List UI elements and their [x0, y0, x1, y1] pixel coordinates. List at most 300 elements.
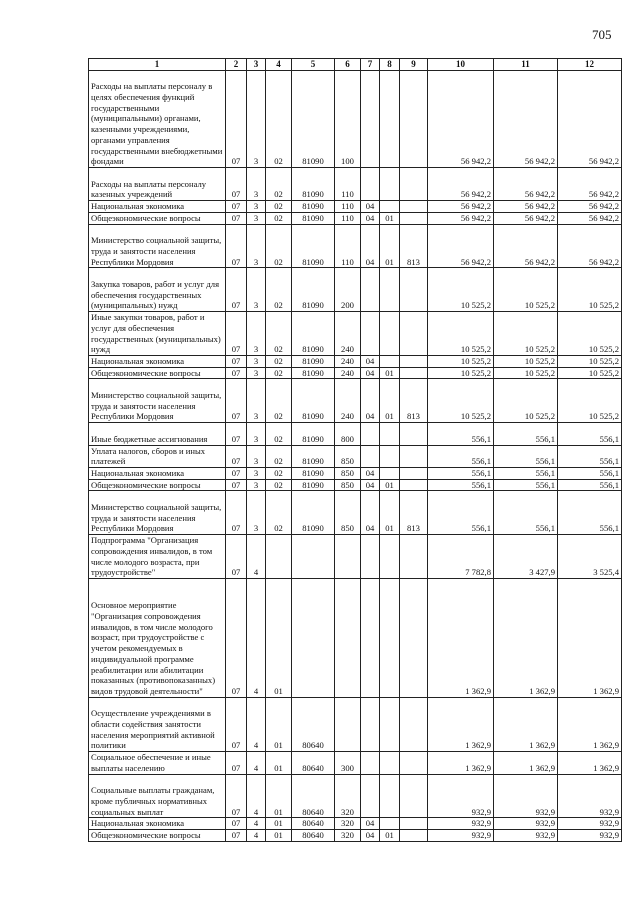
amount-col12-cell: 3 525,4: [558, 535, 622, 579]
row-name-cell: Социальные выплаты гражданам, кроме публичных нормативных социальных выплат: [89, 774, 226, 818]
program-code-cell: 4: [247, 818, 266, 830]
page-number: 705: [592, 27, 612, 42]
division-cell: 04: [361, 379, 380, 423]
column-header: 10: [428, 59, 494, 71]
division-cell: [361, 578, 380, 697]
amount-col12-cell: 10 525,2: [558, 268, 622, 312]
division-cell: [361, 168, 380, 201]
section-code-cell: 07: [226, 479, 247, 491]
section-code-cell: 07: [226, 491, 247, 535]
table-row: [89, 752, 622, 774]
amount-col10-cell: 932,9: [428, 830, 494, 842]
ministry-code-cell: [400, 467, 428, 479]
ministry-code-cell: [400, 367, 428, 379]
table-row: [89, 423, 622, 445]
section-code-cell: 07: [226, 268, 247, 312]
amount-col11-cell: 10 525,2: [494, 268, 558, 312]
row-name-cell: Иные бюджетные ассигнования: [89, 423, 226, 445]
subprogram-code-cell: 02: [266, 268, 292, 312]
section-code-cell: 07: [226, 224, 247, 268]
subdivision-cell: [380, 168, 400, 201]
subdivision-cell: [380, 312, 400, 356]
amount-col10-cell: 10 525,2: [428, 379, 494, 423]
ministry-code-cell: [400, 578, 428, 697]
amount-col10-cell: 7 782,8: [428, 535, 494, 579]
program-code-cell: 3: [247, 212, 266, 224]
amount-col12-cell: 1 362,9: [558, 578, 622, 697]
amount-col11-cell: 10 525,2: [494, 379, 558, 423]
amount-col10-cell: 10 525,2: [428, 268, 494, 312]
row-name-cell: Национальная экономика: [89, 467, 226, 479]
table-row: [89, 168, 622, 201]
program-code-cell: 3: [247, 467, 266, 479]
section-code-cell: 07: [226, 168, 247, 201]
target-code-cell: [292, 578, 335, 697]
amount-col11-cell: 1 362,9: [494, 578, 558, 697]
row-name-cell: Общеэкономические вопросы: [89, 479, 226, 491]
row-name-cell: Министерство социальной защиты, труда и занятости населения Республики Мордовия: [89, 491, 226, 535]
program-code-cell: 4: [247, 774, 266, 818]
amount-col11-cell: 932,9: [494, 830, 558, 842]
division-cell: 04: [361, 367, 380, 379]
row-name-cell: Иные закупки товаров, работ и услуг для обеспечения государственных (муниципальных) нужд: [89, 312, 226, 356]
target-code-cell: 81090: [292, 268, 335, 312]
column-header: 6: [335, 59, 361, 71]
amount-col11-cell: 10 525,2: [494, 355, 558, 367]
expense-type-cell: 300: [335, 752, 361, 774]
amount-col12-cell: 56 942,2: [558, 212, 622, 224]
expense-type-cell: 850: [335, 467, 361, 479]
amount-col11-cell: 56 942,2: [494, 168, 558, 201]
expense-type-cell: 320: [335, 774, 361, 818]
table-row: [89, 224, 622, 268]
division-cell: [361, 774, 380, 818]
table-row: [89, 445, 622, 467]
column-header: 1: [89, 59, 226, 71]
target-code-cell: 81090: [292, 423, 335, 445]
target-code-cell: 81090: [292, 379, 335, 423]
subdivision-cell: 01: [380, 830, 400, 842]
section-code-cell: 07: [226, 445, 247, 467]
section-code-cell: 07: [226, 697, 247, 752]
table-row: [89, 367, 622, 379]
table-row: [89, 479, 622, 491]
table-row: [89, 201, 622, 213]
subprogram-code-cell: 01: [266, 697, 292, 752]
expense-type-cell: 110: [335, 201, 361, 213]
subdivision-cell: [380, 423, 400, 445]
expense-type-cell: 110: [335, 224, 361, 268]
amount-col12-cell: 56 942,2: [558, 224, 622, 268]
target-code-cell: 81090: [292, 355, 335, 367]
amount-col10-cell: 556,1: [428, 491, 494, 535]
amount-col12-cell: 556,1: [558, 467, 622, 479]
amount-col10-cell: 1 362,9: [428, 752, 494, 774]
table-row: [89, 70, 622, 167]
section-code-cell: 07: [226, 578, 247, 697]
subdivision-cell: [380, 774, 400, 818]
division-cell: 04: [361, 479, 380, 491]
expense-type-cell: 320: [335, 830, 361, 842]
ministry-code-cell: [400, 697, 428, 752]
row-name-cell: Осуществление учреждениями в области содействия занятости населения мероприятий активной политики: [89, 697, 226, 752]
subdivision-cell: [380, 752, 400, 774]
expense-type-cell: 240: [335, 355, 361, 367]
section-code-cell: 07: [226, 355, 247, 367]
amount-col11-cell: 56 942,2: [494, 201, 558, 213]
expense-type-cell: 800: [335, 423, 361, 445]
expense-type-cell: 110: [335, 212, 361, 224]
expense-type-cell: 240: [335, 379, 361, 423]
table-row: [89, 312, 622, 356]
amount-col12-cell: 932,9: [558, 774, 622, 818]
program-code-cell: 3: [247, 312, 266, 356]
target-code-cell: 81090: [292, 467, 335, 479]
section-code-cell: 07: [226, 423, 247, 445]
target-code-cell: [292, 535, 335, 579]
division-cell: 04: [361, 818, 380, 830]
amount-col10-cell: 10 525,2: [428, 367, 494, 379]
subdivision-cell: 01: [380, 224, 400, 268]
division-cell: 04: [361, 491, 380, 535]
program-code-cell: 3: [247, 479, 266, 491]
amount-col12-cell: 556,1: [558, 445, 622, 467]
ministry-code-cell: 813: [400, 224, 428, 268]
amount-col10-cell: 10 525,2: [428, 312, 494, 356]
subprogram-code-cell: 02: [266, 212, 292, 224]
expense-type-cell: [335, 578, 361, 697]
target-code-cell: 81090: [292, 168, 335, 201]
subprogram-code-cell: 01: [266, 752, 292, 774]
amount-col11-cell: 556,1: [494, 445, 558, 467]
table-row: [89, 212, 622, 224]
subdivision-cell: [380, 467, 400, 479]
row-name-cell: Общеэкономические вопросы: [89, 212, 226, 224]
row-name-cell: Уплата налогов, сборов и иных платежей: [89, 445, 226, 467]
division-cell: 04: [361, 467, 380, 479]
program-code-cell: 3: [247, 70, 266, 167]
amount-col12-cell: 556,1: [558, 423, 622, 445]
section-code-cell: 07: [226, 367, 247, 379]
subdivision-cell: 01: [380, 479, 400, 491]
subdivision-cell: 01: [380, 212, 400, 224]
ministry-code-cell: [400, 201, 428, 213]
table-row: [89, 491, 622, 535]
amount-col11-cell: 932,9: [494, 774, 558, 818]
table-row: [89, 268, 622, 312]
subdivision-cell: [380, 355, 400, 367]
subprogram-code-cell: 02: [266, 312, 292, 356]
subprogram-code-cell: 01: [266, 830, 292, 842]
column-header: 9: [400, 59, 428, 71]
subdivision-cell: [380, 697, 400, 752]
table-row: [89, 467, 622, 479]
program-code-cell: 3: [247, 355, 266, 367]
subprogram-code-cell: 01: [266, 578, 292, 697]
expense-type-cell: 240: [335, 312, 361, 356]
ministry-code-cell: [400, 70, 428, 167]
subdivision-cell: [380, 445, 400, 467]
division-cell: [361, 423, 380, 445]
amount-col12-cell: 10 525,2: [558, 379, 622, 423]
amount-col11-cell: 932,9: [494, 818, 558, 830]
table-row: [89, 818, 622, 830]
amount-col12-cell: 56 942,2: [558, 70, 622, 167]
subprogram-code-cell: 02: [266, 367, 292, 379]
amount-col10-cell: 932,9: [428, 818, 494, 830]
section-code-cell: 07: [226, 312, 247, 356]
subprogram-code-cell: 02: [266, 224, 292, 268]
expense-type-cell: 320: [335, 818, 361, 830]
amount-col11-cell: 556,1: [494, 467, 558, 479]
section-code-cell: 07: [226, 467, 247, 479]
subprogram-code-cell: 02: [266, 467, 292, 479]
amount-col11-cell: 556,1: [494, 479, 558, 491]
column-header: 4: [266, 59, 292, 71]
target-code-cell: 80640: [292, 830, 335, 842]
row-name-cell: Расходы на выплаты персоналу в целях обеспечения функций государственными (муниципальными) органами, казенными учреждениями, органами управления государственными внебюджетными фондами: [89, 70, 226, 167]
expense-type-cell: [335, 697, 361, 752]
amount-col10-cell: 932,9: [428, 774, 494, 818]
program-code-cell: 3: [247, 491, 266, 535]
target-code-cell: 80640: [292, 774, 335, 818]
table-row: [89, 774, 622, 818]
amount-col11-cell: 1 362,9: [494, 752, 558, 774]
expense-type-cell: 200: [335, 268, 361, 312]
amount-col11-cell: 56 942,2: [494, 70, 558, 167]
column-header: 8: [380, 59, 400, 71]
expense-type-cell: 240: [335, 367, 361, 379]
amount-col11-cell: 3 427,9: [494, 535, 558, 579]
amount-col10-cell: 56 942,2: [428, 70, 494, 167]
target-code-cell: 81090: [292, 224, 335, 268]
table-header-row: [89, 59, 622, 71]
section-code-cell: 07: [226, 212, 247, 224]
target-code-cell: 81090: [292, 70, 335, 167]
program-code-cell: 4: [247, 535, 266, 579]
section-code-cell: 07: [226, 201, 247, 213]
section-code-cell: 07: [226, 535, 247, 579]
row-name-cell: Общеэкономические вопросы: [89, 367, 226, 379]
target-code-cell: 80640: [292, 697, 335, 752]
division-cell: 04: [361, 212, 380, 224]
row-name-cell: Подпрограмма "Организация сопровождения инвалидов, в том числе молодого возраста, при трудоустройстве": [89, 535, 226, 579]
subprogram-code-cell: 02: [266, 70, 292, 167]
subdivision-cell: 01: [380, 491, 400, 535]
ministry-code-cell: [400, 312, 428, 356]
ministry-code-cell: [400, 168, 428, 201]
program-code-cell: 3: [247, 201, 266, 213]
subprogram-code-cell: 02: [266, 168, 292, 201]
row-name-cell: Министерство социальной защиты, труда и занятости населения Республики Мордовия: [89, 379, 226, 423]
ministry-code-cell: [400, 212, 428, 224]
subdivision-cell: [380, 201, 400, 213]
amount-col10-cell: 556,1: [428, 423, 494, 445]
section-code-cell: 07: [226, 752, 247, 774]
expense-type-cell: 850: [335, 491, 361, 535]
section-code-cell: 07: [226, 830, 247, 842]
program-code-cell: 3: [247, 268, 266, 312]
column-header: 2: [226, 59, 247, 71]
subprogram-code-cell: 02: [266, 379, 292, 423]
ministry-code-cell: [400, 268, 428, 312]
amount-col12-cell: 56 942,2: [558, 201, 622, 213]
amount-col12-cell: 56 942,2: [558, 168, 622, 201]
row-name-cell: Социальное обеспечение и иные выплаты населению: [89, 752, 226, 774]
target-code-cell: 80640: [292, 818, 335, 830]
section-code-cell: 07: [226, 70, 247, 167]
subprogram-code-cell: 02: [266, 445, 292, 467]
column-header: 5: [292, 59, 335, 71]
amount-col11-cell: 56 942,2: [494, 224, 558, 268]
division-cell: [361, 268, 380, 312]
target-code-cell: 81090: [292, 491, 335, 535]
subprogram-code-cell: 02: [266, 491, 292, 535]
target-code-cell: 81090: [292, 479, 335, 491]
target-code-cell: 81090: [292, 367, 335, 379]
subdivision-cell: [380, 70, 400, 167]
amount-col10-cell: 56 942,2: [428, 168, 494, 201]
subprogram-code-cell: 02: [266, 201, 292, 213]
program-code-cell: 3: [247, 367, 266, 379]
ministry-code-cell: [400, 445, 428, 467]
ministry-code-cell: 813: [400, 379, 428, 423]
amount-col12-cell: 10 525,2: [558, 355, 622, 367]
amount-col12-cell: 932,9: [558, 818, 622, 830]
division-cell: 04: [361, 224, 380, 268]
amount-col10-cell: 556,1: [428, 445, 494, 467]
amount-col11-cell: 556,1: [494, 423, 558, 445]
program-code-cell: 3: [247, 379, 266, 423]
target-code-cell: 80640: [292, 752, 335, 774]
amount-col12-cell: 556,1: [558, 479, 622, 491]
target-code-cell: 81090: [292, 312, 335, 356]
program-code-cell: 4: [247, 830, 266, 842]
target-code-cell: 81090: [292, 212, 335, 224]
row-name-cell: Национальная экономика: [89, 201, 226, 213]
table-row: [89, 535, 622, 579]
row-name-cell: Общеэкономические вопросы: [89, 830, 226, 842]
division-cell: [361, 312, 380, 356]
row-name-cell: Министерство социальной защиты, труда и занятости населения Республики Мордовия: [89, 224, 226, 268]
division-cell: [361, 445, 380, 467]
expense-type-cell: 100: [335, 70, 361, 167]
subdivision-cell: 01: [380, 367, 400, 379]
amount-col11-cell: 10 525,2: [494, 312, 558, 356]
amount-col10-cell: 556,1: [428, 479, 494, 491]
expense-type-cell: 850: [335, 479, 361, 491]
row-name-cell: Основное мероприятие "Организация сопровождения инвалидов, в том числе молодого возраст, при трудоустройстве с учетом рекомендуемых в индивидуальной программе реабилитации или абилитации показанных (противопоказанных) видов трудовой деятельности": [89, 578, 226, 697]
program-code-cell: 4: [247, 578, 266, 697]
amount-col12-cell: 932,9: [558, 830, 622, 842]
amount-col12-cell: 1 362,9: [558, 697, 622, 752]
program-code-cell: 3: [247, 445, 266, 467]
row-name-cell: Расходы на выплаты персоналу казенных учреждений: [89, 168, 226, 201]
division-cell: [361, 697, 380, 752]
amount-col10-cell: 10 525,2: [428, 355, 494, 367]
ministry-code-cell: [400, 479, 428, 491]
ministry-code-cell: [400, 818, 428, 830]
amount-col10-cell: 556,1: [428, 467, 494, 479]
amount-col10-cell: 1 362,9: [428, 578, 494, 697]
subprogram-code-cell: [266, 535, 292, 579]
column-header: 7: [361, 59, 380, 71]
program-code-cell: 3: [247, 168, 266, 201]
division-cell: [361, 70, 380, 167]
amount-col12-cell: 1 362,9: [558, 752, 622, 774]
table-row: [89, 578, 622, 697]
ministry-code-cell: [400, 355, 428, 367]
amount-col12-cell: 10 525,2: [558, 312, 622, 356]
ministry-code-cell: 813: [400, 491, 428, 535]
division-cell: 04: [361, 830, 380, 842]
amount-col10-cell: 56 942,2: [428, 201, 494, 213]
ministry-code-cell: [400, 535, 428, 579]
subprogram-code-cell: 01: [266, 774, 292, 818]
table-row: [89, 379, 622, 423]
program-code-cell: 4: [247, 752, 266, 774]
amount-col11-cell: 1 362,9: [494, 697, 558, 752]
subdivision-cell: [380, 535, 400, 579]
section-code-cell: 07: [226, 818, 247, 830]
expense-type-cell: 110: [335, 168, 361, 201]
expense-type-cell: 850: [335, 445, 361, 467]
table-body: [89, 70, 622, 841]
program-code-cell: 3: [247, 423, 266, 445]
expense-type-cell: [335, 535, 361, 579]
amount-col10-cell: 56 942,2: [428, 224, 494, 268]
subprogram-code-cell: 02: [266, 423, 292, 445]
column-header: 3: [247, 59, 266, 71]
amount-col12-cell: 10 525,2: [558, 367, 622, 379]
subprogram-code-cell: 02: [266, 355, 292, 367]
budget-table: [88, 58, 622, 842]
row-name-cell: Национальная экономика: [89, 355, 226, 367]
amount-col10-cell: 56 942,2: [428, 212, 494, 224]
subdivision-cell: [380, 578, 400, 697]
subdivision-cell: [380, 818, 400, 830]
amount-col11-cell: 10 525,2: [494, 367, 558, 379]
ministry-code-cell: [400, 774, 428, 818]
subprogram-code-cell: 02: [266, 479, 292, 491]
section-code-cell: 07: [226, 379, 247, 423]
division-cell: 04: [361, 201, 380, 213]
ministry-code-cell: [400, 423, 428, 445]
division-cell: [361, 752, 380, 774]
table-row: [89, 830, 622, 842]
division-cell: 04: [361, 355, 380, 367]
column-header: 12: [558, 59, 622, 71]
ministry-code-cell: [400, 830, 428, 842]
table-row: [89, 697, 622, 752]
section-code-cell: 07: [226, 774, 247, 818]
row-name-cell: Национальная экономика: [89, 818, 226, 830]
table-row: [89, 355, 622, 367]
amount-col10-cell: 1 362,9: [428, 697, 494, 752]
program-code-cell: 4: [247, 697, 266, 752]
row-name-cell: Закупка товаров, работ и услуг для обеспечения государственных (муниципальных) нужд: [89, 268, 226, 312]
target-code-cell: 81090: [292, 445, 335, 467]
amount-col12-cell: 556,1: [558, 491, 622, 535]
division-cell: [361, 535, 380, 579]
ministry-code-cell: [400, 752, 428, 774]
subdivision-cell: 01: [380, 379, 400, 423]
subdivision-cell: [380, 268, 400, 312]
amount-col11-cell: 556,1: [494, 491, 558, 535]
amount-col11-cell: 56 942,2: [494, 212, 558, 224]
target-code-cell: 81090: [292, 201, 335, 213]
column-header: 11: [494, 59, 558, 71]
